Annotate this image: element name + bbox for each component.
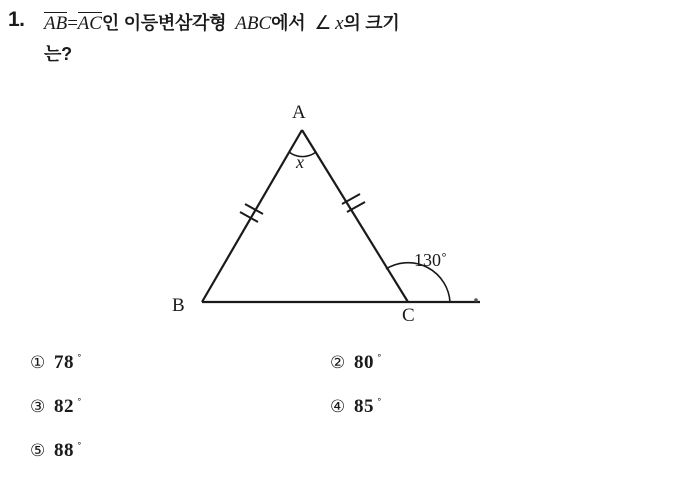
triangle-name-label: ABC — [235, 13, 272, 34]
choice-degree-3: ˚ — [77, 397, 82, 412]
side-ac — [302, 130, 408, 302]
triangle-svg — [150, 98, 530, 338]
choice-option-2[interactable] — [330, 352, 630, 374]
tick-marks-ac — [342, 194, 365, 212]
angle-variable: x — [335, 13, 344, 34]
choice-value-2: 80 — [354, 352, 374, 373]
choice-marker-2: ② — [330, 353, 346, 372]
exterior-angle-label: 130˚ — [414, 250, 447, 270]
choice-degree-1: ˚ — [77, 353, 82, 368]
question-line-2: 는? — [44, 44, 72, 64]
question-text — [44, 8, 664, 70]
question-number: 1. — [8, 8, 25, 31]
tick-marks-ab — [240, 204, 263, 222]
choice-value-5: 88 — [54, 440, 74, 461]
choice-marker-5: ⑤ — [30, 441, 46, 460]
choice-row — [30, 352, 650, 396]
choice-marker-3: ③ — [30, 397, 46, 416]
choice-degree-5: ˚ — [77, 441, 82, 456]
angle-symbol: ∠ — [314, 13, 332, 34]
choice-option-5[interactable] — [30, 440, 330, 462]
side-ab — [202, 130, 302, 302]
angle-x-label: x — [296, 152, 304, 172]
choice-row — [30, 396, 650, 440]
text-tail: 의 크기 — [343, 13, 400, 33]
text-after-ac: 인 이등변삼각형 — [101, 13, 227, 33]
choice-value-4: 85 — [354, 396, 374, 417]
triangle-figure — [150, 98, 530, 338]
vertex-label-c: C — [402, 305, 415, 326]
ray-end-dot — [474, 298, 478, 302]
choice-row — [30, 440, 650, 484]
choice-marker-4: ④ — [330, 397, 346, 416]
text-after-abc: 에서 — [271, 13, 306, 33]
segment-ac-label: AC — [77, 13, 102, 34]
choice-option-4[interactable] — [330, 396, 630, 418]
choice-marker-1: ① — [30, 353, 46, 372]
vertex-label-b: B — [172, 295, 185, 316]
choice-degree-4: ˚ — [377, 397, 382, 412]
choice-option-3[interactable] — [30, 396, 330, 418]
choice-value-1: 78 — [54, 352, 74, 373]
segment-ab-label: AB — [44, 13, 68, 34]
choice-option-1[interactable] — [30, 352, 330, 374]
equals-sign: = — [67, 13, 78, 34]
choice-value-3: 82 — [54, 396, 74, 417]
choice-degree-2: ˚ — [377, 353, 382, 368]
answer-choices — [30, 352, 650, 484]
vertex-label-a: A — [292, 102, 306, 123]
